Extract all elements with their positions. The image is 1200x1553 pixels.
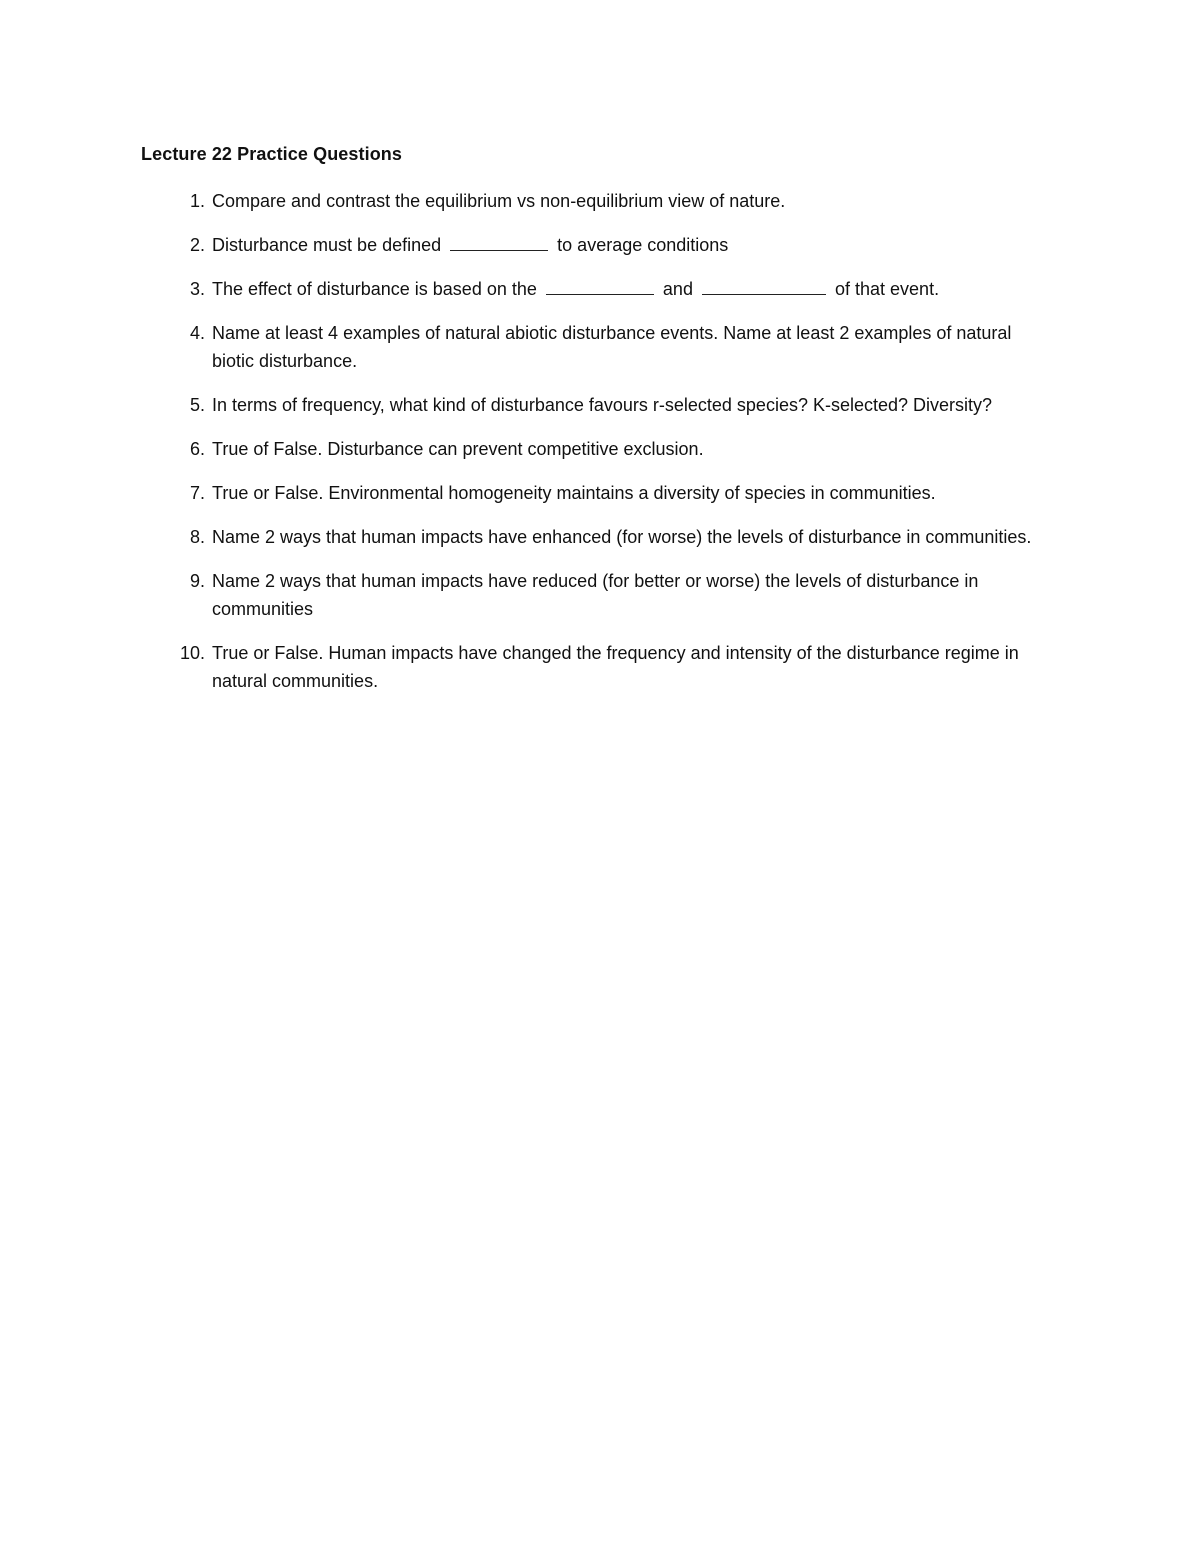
question-item xyxy=(0,187,1042,215)
question-text: of that event. xyxy=(835,279,940,299)
answer-blank xyxy=(450,232,548,251)
answer-blank xyxy=(702,276,826,295)
question-item xyxy=(0,639,1042,695)
question-text: Name 2 ways that human impacts have reduced (for better or worse) the levels of disturbance in communities xyxy=(212,571,979,619)
question-text: Name 2 ways that human impacts have enhanced (for worse) the levels of disturbance in communities. xyxy=(212,527,1032,547)
question-text: True or False. Environmental homogeneity maintains a diversity of species in communities. xyxy=(212,483,936,503)
question-text: In terms of frequency, what kind of disturbance favours r-selected species? K-selected? Diversity? xyxy=(212,395,993,415)
question-number: 2. xyxy=(189,235,205,255)
question-text: Compare and contrast the equilibrium vs non-equilibrium view of nature. xyxy=(212,191,786,211)
question-text: True or False. Human impacts have changed the frequency and intensity of the disturbance regime in natural communities. xyxy=(212,643,1019,691)
question-number: 3. xyxy=(189,279,205,299)
question-number: 8. xyxy=(189,527,205,547)
question-list xyxy=(0,187,1200,711)
question-number: 5. xyxy=(189,395,205,415)
question-text: Disturbance must be defined xyxy=(212,235,442,255)
question-text: Name at least 4 examples of natural abiotic disturbance events. Name at least 2 examples of natural biotic disturbance. xyxy=(212,323,1012,371)
document-title: Lecture 22 Practice Questions xyxy=(141,144,403,164)
question-item xyxy=(0,275,1042,303)
question-item xyxy=(0,523,1042,551)
answer-blank xyxy=(546,276,654,295)
question-text: True of False. Disturbance can prevent competitive exclusion. xyxy=(212,439,704,459)
question-number: 1. xyxy=(189,191,205,211)
question-number: 4. xyxy=(189,323,205,343)
question-number: 6. xyxy=(189,439,205,459)
question-item xyxy=(0,435,1042,463)
question-number: 10. xyxy=(179,643,205,663)
question-item xyxy=(0,567,1042,623)
question-text: to average conditions xyxy=(557,235,729,255)
question-text: and xyxy=(662,279,693,299)
question-number: 9. xyxy=(189,571,205,591)
question-text: The effect of disturbance is based on the xyxy=(212,279,537,299)
question-item xyxy=(0,391,1042,419)
question-number: 7. xyxy=(189,483,205,503)
question-item xyxy=(0,319,1042,375)
question-item xyxy=(0,479,1042,507)
question-item xyxy=(0,231,1042,259)
